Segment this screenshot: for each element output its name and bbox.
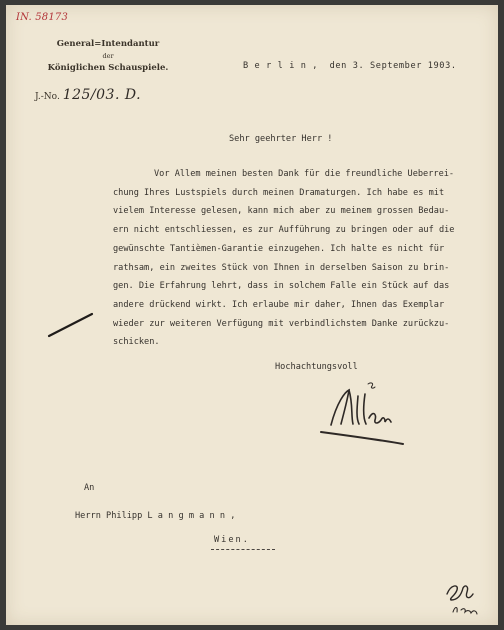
letterhead-line-3: Königlichen Schauspiele.	[47, 63, 169, 73]
letter-body	[96, 165, 454, 352]
body-line: schicken.	[113, 337, 160, 348]
body-line: rathsam, ein zweites Stück von Ihnen in derselben Saison zu brin-	[113, 262, 450, 273]
signature-image	[311, 380, 411, 450]
date-line: B e r l i n , den 3. September 1903.	[243, 61, 457, 71]
body-line: gewünschte Tantièmen-Garantie einzugehen. Ich halte es nicht für	[113, 243, 445, 254]
body-line: Vor Allem meinen besten Dank für die freundliche Ueberrei-	[154, 169, 455, 179]
reference-prefix: J.-No.	[35, 92, 60, 102]
address-recipient: Herrn Philipp L a n g m a n n ,	[75, 511, 236, 521]
body-line: andere drückend wirkt. Ich erlaube mir daher, Ihnen das Exemplar	[113, 299, 445, 310]
address-an: An	[84, 483, 95, 493]
closing: Hochachtungsvoll	[275, 362, 358, 372]
body-line: chung Ihres Lustspiels durch meinen Dramaturgen. Ich habe es mit	[113, 187, 445, 198]
letter-page	[6, 5, 498, 625]
handwritten-corner-note	[439, 578, 489, 620]
body-line: gen. Die Erfahrung lehrt, dass in solchem Falle ein Stück auf das	[113, 281, 450, 292]
letterhead-line-2: der	[102, 52, 114, 60]
body-line: vielem Interesse gelesen, kann mich aber zu meinem grossen Bedau-	[113, 206, 450, 217]
letterhead	[28, 38, 188, 74]
city-underline	[211, 549, 275, 550]
archive-number: IN. 58173	[16, 12, 69, 23]
reference-handwritten: 125/03. D.	[62, 87, 142, 103]
address-city: Wien.	[214, 535, 250, 545]
salutation: Sehr geehrter Herr !	[229, 134, 333, 144]
body-line: wieder zur weiteren Verfügung mit verbindlichstem Danke zurückzu-	[113, 318, 450, 329]
pen-stroke-mark	[46, 310, 96, 340]
reference-number	[35, 87, 141, 103]
body-line: ern nicht entschliessen, es zur Aufführung zu bringen oder auf die	[113, 225, 455, 236]
letterhead-line-1: General=Intendantur	[56, 39, 160, 49]
